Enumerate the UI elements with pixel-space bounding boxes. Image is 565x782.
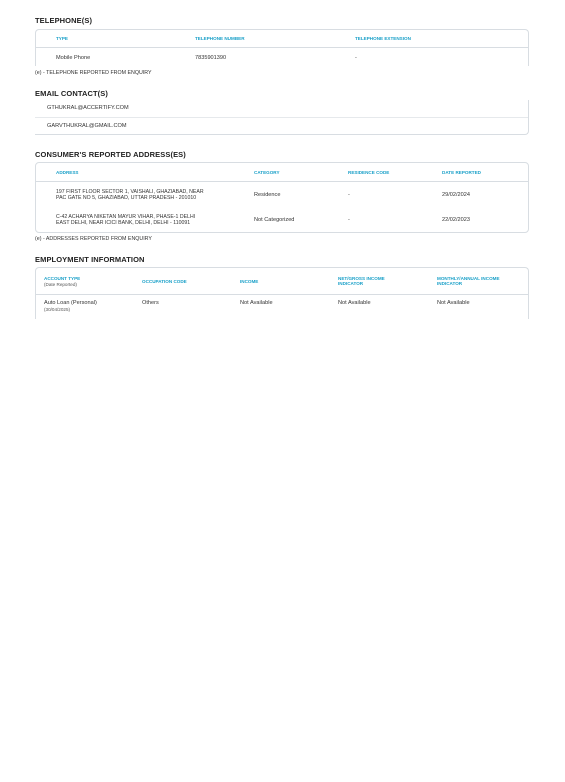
table-row <box>36 208 528 232</box>
header-income: INCOME <box>240 278 259 284</box>
address-line: PAC GATE NO 5, GHAZIABAD, UTTAR PRADESH - 201010 <box>56 195 197 201</box>
telephone-extension: - <box>355 54 357 61</box>
header-telephone-number: TELEPHONE NUMBER <box>195 36 245 41</box>
employment-income: Not Available <box>240 300 273 306</box>
header-net-gross-line: NET/GROSS INCOME <box>338 276 385 281</box>
header-occupation-code: OCCUPATION CODE <box>142 278 187 284</box>
table-row <box>36 295 528 319</box>
header-net-gross-line: INDICATOR <box>338 281 364 286</box>
address-residence-code: - <box>348 217 350 223</box>
telephone-type: Mobile Phone <box>56 54 91 61</box>
telephones-table <box>35 29 529 66</box>
header-monthly-annual-line: MONTHLY/ANNUAL INCOME <box>437 276 500 281</box>
telephones-title: TELEPHONE(S) <box>35 16 93 25</box>
table-row <box>36 48 528 66</box>
address-residence-code: - <box>348 192 350 198</box>
header-type: TYPE <box>56 36 68 41</box>
header-address: ADDRESS <box>56 169 79 175</box>
telephones-header <box>36 30 528 48</box>
employment-net-gross: Not Available <box>338 300 371 306</box>
addresses-header <box>36 163 528 182</box>
address-line: EAST DELHI, NEAR ICICI BANK, DELHI, DELHI - 110091 <box>56 220 191 226</box>
addresses-note: (e) - ADDRESSES REPORTED FROM ENQUIRY <box>35 236 152 242</box>
header-account-type-sub: (Date Reported) <box>44 281 77 287</box>
header-category: CATEGORY <box>254 169 280 175</box>
address-line: C-42 ACHARYA NIKETAN MAYUR VIHAR, PHASE-1 DELHI <box>56 213 196 220</box>
header-account-type <box>36 276 142 287</box>
address-category: Residence <box>254 192 281 198</box>
address-cell <box>36 189 254 202</box>
addresses-table <box>35 162 529 233</box>
header-monthly-annual-line: INDICATOR <box>437 281 463 286</box>
address-line: 197 FIRST FLOOR SECTOR 1, VAISHALI, GHAZIABAD, NEAR <box>56 188 204 195</box>
email-item: GARVTHUKRAL@GMAIL.COM <box>35 117 528 135</box>
employment-title: EMPLOYMENT INFORMATION <box>35 255 145 264</box>
employment-header <box>36 268 528 295</box>
telephones-note: (e) - TELEPHONE REPORTED FROM ENQUIRY <box>35 70 152 76</box>
emails-title: EMAIL CONTACT(S) <box>35 89 108 98</box>
employment-table <box>35 267 529 319</box>
telephone-number: 7835901390 <box>195 54 227 61</box>
employment-occupation: Others <box>142 300 159 306</box>
employment-monthly-annual: Not Available <box>437 300 470 306</box>
employment-account-type-label: Auto Loan (Personal) <box>44 300 97 306</box>
address-date-reported: 22/02/2023 <box>442 217 470 223</box>
header-residence-code: RESIDENCE CODE <box>348 169 390 175</box>
email-item: GTHUKRAL@ACCERTIFY.COM <box>47 105 129 111</box>
header-net-gross <box>338 276 437 286</box>
address-date-reported: 29/02/2024 <box>442 192 470 198</box>
employment-account-type <box>36 300 142 312</box>
header-date-reported: DATE REPORTED <box>442 169 481 175</box>
employment-date-reported: (30/04/2025) <box>44 307 71 312</box>
header-account-type-label: ACCOUNT TYPE <box>44 275 81 281</box>
header-telephone-extension: TELEPHONE EXTENSION <box>355 36 411 41</box>
table-row <box>36 182 528 208</box>
address-category: Not Categorized <box>254 217 295 223</box>
address-cell <box>36 214 254 227</box>
emails-list <box>35 100 529 135</box>
addresses-title: CONSUMER'S REPORTED ADDRESS(ES) <box>35 150 186 159</box>
header-monthly-annual <box>437 276 527 286</box>
